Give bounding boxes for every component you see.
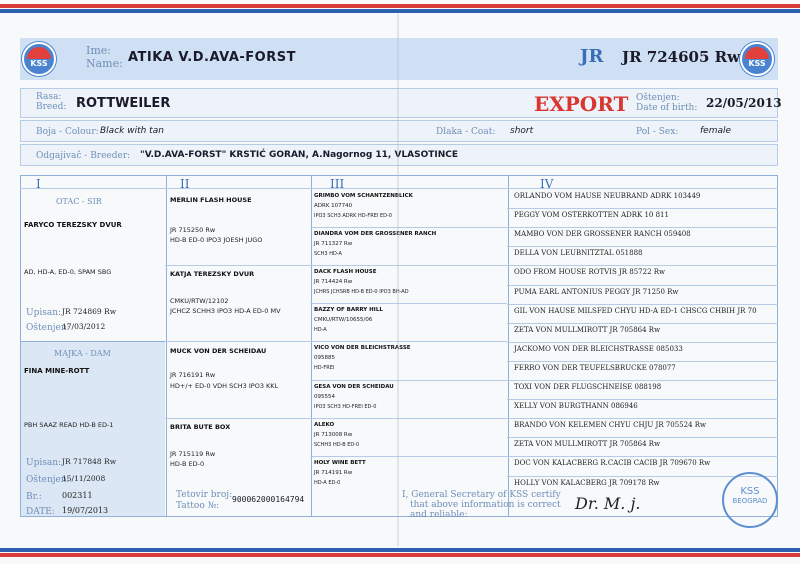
tattoo-label-1: Tetovir broj: bbox=[176, 490, 233, 500]
grid-col-divider-2 bbox=[166, 176, 167, 516]
gen3-line-1 bbox=[310, 227, 507, 228]
dam-label: MAJKA - DAM bbox=[54, 349, 111, 358]
gen3-reg-2: JR 711327 Rw bbox=[314, 241, 353, 247]
gen2-name-1: MERLIN FLASH HOUSE bbox=[170, 196, 252, 204]
gen4-row-line bbox=[507, 437, 778, 438]
gen4-row-line bbox=[507, 227, 778, 228]
tattoo-value: 900062000164794 bbox=[232, 495, 305, 504]
gen3-info-5: HD-FREI bbox=[314, 365, 335, 371]
gen2-reg-1: JR 715250 Rw bbox=[170, 226, 216, 234]
gen4-ancestor: BRANDO VON KELEMEN CHYU CHJU JR 705524 Rw bbox=[514, 421, 707, 430]
gen3-info-4: HD-A bbox=[314, 327, 327, 333]
gen3-info-1: IPO3 SCH3 ADRK HD-FREI ED-0 bbox=[314, 213, 392, 219]
gen2-name-2: KATJA TEREZSKY DVUR bbox=[170, 270, 255, 278]
gen4-ancestor: FERRO VON DER TEUFELSBRUCKE 078077 bbox=[514, 363, 676, 372]
cert-text-3: and reliable: bbox=[410, 510, 468, 520]
reg-prefix: JR bbox=[580, 46, 604, 67]
gen4-ancestor: DOC VON KALACBERG R.CACIB CACIB JR 709670 Rw bbox=[514, 459, 711, 468]
gen3-info-8: HD-A ED-0 bbox=[314, 480, 341, 486]
cert-text-1: I, General Secretary of KSS certify bbox=[402, 490, 561, 500]
gen3-line-3 bbox=[310, 303, 507, 304]
top-red-stripe bbox=[0, 4, 800, 8]
header-row-line bbox=[20, 188, 778, 189]
colour-label: Boja - Colour: bbox=[36, 127, 99, 137]
gen4-row-line bbox=[507, 342, 778, 343]
gen3-info-6: IPO3 SCH3 HD-FREI ED-0 bbox=[314, 404, 377, 410]
gen3-line-2 bbox=[310, 265, 507, 266]
breeder-value: "V.D.AVA-FORST" KRSTIĆ GORAN, A.Nagornog 11, VLASOTINCE bbox=[140, 150, 459, 160]
gen4-ancestor: DELLA VON LEUBNITZTAL 051888 bbox=[514, 249, 643, 258]
gen3-reg-7: JR 713008 Rw bbox=[314, 432, 353, 438]
dam-reg-label: Upisan: bbox=[26, 458, 62, 468]
gen2-line-2 bbox=[165, 341, 310, 342]
whelped-label-2: Date of birth: bbox=[636, 103, 698, 113]
cert-text-2: that above information is correct bbox=[410, 500, 561, 510]
gen3-info-2: SCH3 HD-A bbox=[314, 251, 342, 257]
breed-value: ROTTWEILER bbox=[76, 96, 171, 111]
gen4-ancestor: ODO FROM HOUSE ROTVIS JR 85722 Rw bbox=[514, 268, 666, 277]
name-label-2: Name: bbox=[86, 57, 123, 70]
reg-number: JR 724605 Rw bbox=[622, 48, 741, 66]
gen4-row-line bbox=[507, 265, 778, 266]
sire-reg: JR 724869 Rw bbox=[62, 307, 117, 316]
date-value: 19/07/2013 bbox=[62, 506, 109, 515]
gen3-name-6: GESA VON DER SCHEIDAU bbox=[314, 384, 394, 390]
gen4-ancestor: TOXI VON DER FLUGSCHNEISE 088198 bbox=[514, 383, 662, 391]
gen3-reg-8: JR 714191 Rw bbox=[314, 470, 353, 476]
fold-line bbox=[397, 14, 399, 546]
sex-value: female bbox=[700, 126, 732, 136]
sire-dam-divider bbox=[20, 341, 165, 342]
gen4-row-line bbox=[507, 361, 778, 362]
no-label: Br.: bbox=[26, 492, 42, 502]
sire-name: FARYCO TEREZSKY DVUR bbox=[24, 221, 122, 229]
gen3-reg-1: ADRK 107740 bbox=[314, 203, 353, 209]
kss-logo-left: KSS bbox=[22, 42, 56, 76]
coat-value: short bbox=[510, 126, 534, 136]
bottom-red-stripe bbox=[0, 553, 800, 557]
date-label: DATE: bbox=[26, 507, 55, 517]
gen4-ancestor: PEGGY VOM OSTERKOTTEN ADRK 10 811 bbox=[514, 211, 669, 220]
gen4-ancestor: MAMBO VON DER GROSSENER RANCH 059408 bbox=[514, 230, 691, 239]
gen3-reg-5: 095885 bbox=[314, 355, 335, 361]
whelped-label-1: Oštenjen: bbox=[636, 93, 680, 103]
col-header-4: IV bbox=[540, 177, 554, 191]
gen4-ancestor: GIL VON HAUSE MILSFED CHYU HD-A ED-1 CHSCG CHBIH JR 70 bbox=[514, 306, 757, 315]
gen3-name-2: DIANDRA VOM DER GROSSENER RANCH bbox=[314, 231, 437, 237]
gen4-row-line bbox=[507, 304, 778, 305]
col-header-2: II bbox=[180, 177, 190, 191]
breed-label-1: Rasa: bbox=[36, 92, 62, 102]
gen4-row-line bbox=[507, 456, 778, 457]
dam-whelped: 15/11/2008 bbox=[62, 474, 106, 483]
dog-name: ATIKA V.D.AVA-FORST bbox=[128, 50, 296, 65]
gen3-reg-4: CMKU/RTW/10655/06 bbox=[314, 317, 373, 323]
whelped-value: 22/05/2013 bbox=[706, 96, 782, 110]
dam-reg: JR 717848 Rw bbox=[62, 457, 117, 466]
gen3-info-7: SCHH3 HD-B ED-0 bbox=[314, 442, 360, 448]
gen4-ancestor: ZETA VON MULLMIROTT JR 705864 Rw bbox=[514, 325, 661, 334]
gen2-info-2: JCHCZ SCHH3 IPO3 HD-A ED-0 MV bbox=[170, 307, 281, 315]
breed-label-2: Breed: bbox=[36, 102, 67, 112]
kss-stamp bbox=[722, 472, 778, 528]
sire-whelped-label: Oštenjen: bbox=[26, 323, 70, 333]
gen4-ancestor: PUMA EARL ANTONIUS PEGGY JR 71250 Rw bbox=[514, 287, 679, 296]
sire-reg-label: Upisan: bbox=[26, 308, 62, 318]
tattoo-label-2: Tattoo №: bbox=[176, 501, 220, 511]
export-stamp: EXPORT bbox=[534, 92, 629, 116]
dam-info: PBH SAAZ READ HD-B ED-1 bbox=[24, 421, 114, 429]
col-header-3: III bbox=[330, 177, 345, 191]
no-value: 002311 bbox=[62, 491, 93, 500]
gen4-row-line bbox=[507, 208, 778, 209]
sire-whelped: 17/03/2012 bbox=[62, 322, 106, 331]
gen2-reg-4: JR 715119 Rw bbox=[170, 450, 216, 458]
kss-logo-right: KSS bbox=[740, 42, 774, 76]
gen2-reg-2: CMKU/RTW/12102 bbox=[170, 297, 229, 305]
sire-label: OTAC - SIR bbox=[56, 197, 102, 206]
col-header-1: I bbox=[36, 177, 41, 191]
bottom-blue-stripe bbox=[0, 548, 800, 552]
gen4-row-line bbox=[507, 418, 778, 419]
gen4-ancestor: XELLY VON BURGTHANN 086946 bbox=[514, 402, 638, 411]
gen3-reg-3: JR 714424 Rw bbox=[314, 279, 353, 285]
gen3-name-1: GRIMBO VOM SCHANTZENBLICK bbox=[314, 193, 413, 199]
gen2-line-1 bbox=[165, 265, 310, 266]
gen4-ancestor: ORLANDO VOM HAUSE NEUBRAND ADRK 103449 bbox=[514, 192, 701, 200]
gen3-name-7: ALEKO bbox=[314, 422, 335, 428]
gen4-ancestor: ZETA VON MULLMIROTT JR 705864 Rw bbox=[514, 440, 661, 449]
gen4-row-line bbox=[507, 246, 778, 247]
gen3-name-4: BAZZY OF BARRY HILL bbox=[314, 307, 383, 313]
top-blue-stripe bbox=[0, 9, 800, 13]
gen4-ancestor: HOLLY VON KALACBERG JR 709178 Rw bbox=[514, 478, 660, 487]
gen4-ancestor: JACKOMO VON DER BLEICHSTRASSE 085033 bbox=[514, 344, 683, 353]
gen2-info-1: HD-B ED-0 IPO3 JOESH JUGO bbox=[170, 236, 263, 244]
gen3-name-8: HOLY WINE BETT bbox=[314, 460, 366, 466]
gen3-line-6 bbox=[310, 418, 507, 419]
gen3-line-5 bbox=[310, 380, 507, 381]
name-label-1: Ime: bbox=[86, 44, 111, 57]
colour-value: Black with tan bbox=[100, 126, 164, 136]
gen2-info-3: HD+/+ ED-0 VDH SCH3 IPO3 KKL bbox=[170, 382, 279, 390]
gen3-name-5: VICO VON DER BLEICHSTRASSE bbox=[314, 345, 411, 351]
gen4-row-line bbox=[507, 380, 778, 381]
gen2-info-4: HD-B ED-0 bbox=[170, 460, 205, 468]
dam-name: FINA MINE-ROTT bbox=[24, 367, 90, 375]
dam-whelped-label: Oštenjen: bbox=[26, 475, 70, 485]
gen4-row-line bbox=[507, 323, 778, 324]
gen3-name-3: DACK FLASH HOUSE bbox=[314, 269, 377, 275]
gen2-name-4: BRITA BUTE BOX bbox=[170, 423, 231, 431]
gen3-line-4 bbox=[310, 341, 507, 342]
sex-label: Pol - Sex: bbox=[636, 127, 679, 137]
gen2-reg-3: JR 716191 Rw bbox=[170, 371, 216, 379]
gen4-row-line bbox=[507, 399, 778, 400]
breeder-label: Odgajivač - Breeder: bbox=[36, 151, 131, 161]
gen3-info-3: JCHRS JCHSRB HD-B ED-0 IPO3 BH-AD bbox=[314, 289, 409, 295]
stamp-sub: BEOGRAD bbox=[732, 497, 768, 505]
gen3-line-7 bbox=[310, 456, 507, 457]
sire-info: AD, HD-A, ED-0, SPAM SBG bbox=[24, 268, 112, 276]
gen4-row-line bbox=[507, 285, 778, 286]
signature: Dr. M. j. bbox=[575, 494, 641, 513]
coat-label: Dlaka - Coat: bbox=[436, 127, 496, 137]
stamp-text: KSS bbox=[740, 486, 760, 497]
gen3-reg-6: 095554 bbox=[314, 394, 335, 400]
gen2-name-3: MUCK VON DER SCHEIDAU bbox=[170, 347, 267, 355]
gen2-line-3 bbox=[165, 418, 310, 419]
